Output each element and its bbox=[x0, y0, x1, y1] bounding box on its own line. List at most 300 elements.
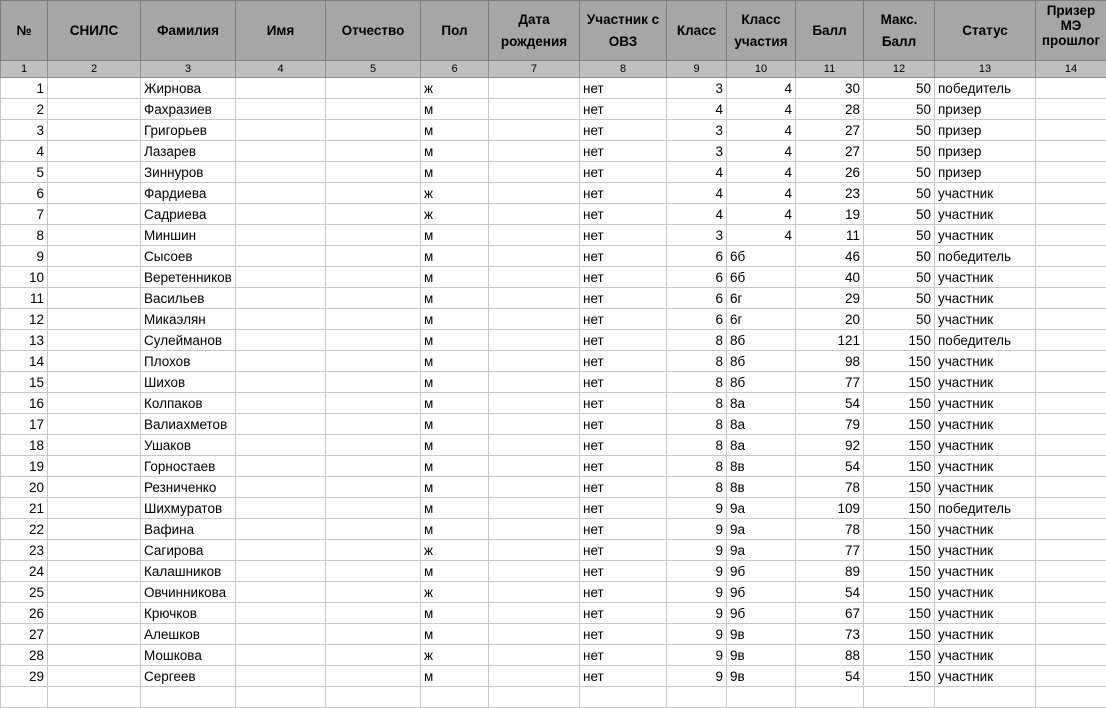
column-number-cell[interactable]: 6 bbox=[421, 61, 489, 78]
score-cell[interactable]: 73 bbox=[796, 624, 864, 645]
birth-date-cell[interactable] bbox=[489, 498, 580, 519]
name-cell[interactable] bbox=[236, 456, 326, 477]
prev-prize-cell[interactable] bbox=[1036, 351, 1106, 372]
birth-date-cell[interactable] bbox=[489, 435, 580, 456]
participation-grade-cell[interactable] bbox=[727, 687, 796, 708]
snils-cell[interactable] bbox=[48, 372, 141, 393]
patronymic-cell[interactable] bbox=[326, 225, 421, 246]
patronymic-cell[interactable] bbox=[326, 393, 421, 414]
sex-cell[interactable]: м bbox=[421, 141, 489, 162]
max-score-cell[interactable]: 150 bbox=[864, 393, 935, 414]
snils-cell[interactable] bbox=[48, 435, 141, 456]
score-cell[interactable]: 29 bbox=[796, 288, 864, 309]
max-score-cell[interactable]: 150 bbox=[864, 645, 935, 666]
birth-date-cell[interactable] bbox=[489, 141, 580, 162]
sex-cell[interactable]: м bbox=[421, 372, 489, 393]
max-score-cell[interactable]: 50 bbox=[864, 204, 935, 225]
snils-cell[interactable] bbox=[48, 183, 141, 204]
surname-cell[interactable]: Садриева bbox=[141, 204, 236, 225]
score-cell[interactable]: 98 bbox=[796, 351, 864, 372]
snils-cell[interactable] bbox=[48, 393, 141, 414]
participation-grade-cell[interactable]: 4 bbox=[727, 141, 796, 162]
snils-cell[interactable] bbox=[48, 477, 141, 498]
status-cell[interactable]: участник bbox=[935, 540, 1036, 561]
birth-date-cell[interactable] bbox=[489, 414, 580, 435]
sex-cell[interactable]: м bbox=[421, 414, 489, 435]
grade-cell[interactable]: 8 bbox=[667, 435, 727, 456]
birth-date-cell[interactable] bbox=[489, 183, 580, 204]
sex-cell[interactable]: м bbox=[421, 498, 489, 519]
score-cell[interactable]: 28 bbox=[796, 99, 864, 120]
sex-cell[interactable]: м bbox=[421, 477, 489, 498]
max-score-cell[interactable]: 50 bbox=[864, 309, 935, 330]
participation-grade-cell[interactable]: 6г bbox=[727, 309, 796, 330]
max-score-cell[interactable]: 150 bbox=[864, 330, 935, 351]
score-cell[interactable]: 11 bbox=[796, 225, 864, 246]
patronymic-cell[interactable] bbox=[326, 330, 421, 351]
status-cell[interactable]: участник bbox=[935, 309, 1036, 330]
ovz-cell[interactable]: нет bbox=[580, 372, 667, 393]
snils-cell[interactable] bbox=[48, 99, 141, 120]
surname-cell[interactable]: Алешков bbox=[141, 624, 236, 645]
sex-cell[interactable]: ж bbox=[421, 540, 489, 561]
prev-prize-cell[interactable] bbox=[1036, 645, 1106, 666]
grade-cell[interactable]: 9 bbox=[667, 540, 727, 561]
sex-cell[interactable]: м bbox=[421, 330, 489, 351]
prev-prize-cell[interactable] bbox=[1036, 393, 1106, 414]
surname-cell[interactable]: Мошкова bbox=[141, 645, 236, 666]
row-number-cell[interactable]: 25 bbox=[1, 582, 48, 603]
status-cell[interactable]: участник bbox=[935, 456, 1036, 477]
birth-date-cell[interactable] bbox=[489, 204, 580, 225]
max-score-cell[interactable]: 150 bbox=[864, 540, 935, 561]
name-cell[interactable] bbox=[236, 393, 326, 414]
sex-cell[interactable]: ж bbox=[421, 78, 489, 99]
ovz-cell[interactable]: нет bbox=[580, 267, 667, 288]
patronymic-cell[interactable] bbox=[326, 120, 421, 141]
score-cell[interactable]: 26 bbox=[796, 162, 864, 183]
max-score-cell[interactable]: 50 bbox=[864, 78, 935, 99]
participation-grade-cell[interactable]: 8в bbox=[727, 477, 796, 498]
row-number-cell[interactable]: 10 bbox=[1, 267, 48, 288]
score-cell[interactable] bbox=[796, 687, 864, 708]
prev-prize-cell[interactable] bbox=[1036, 141, 1106, 162]
max-score-cell[interactable]: 150 bbox=[864, 477, 935, 498]
sex-cell[interactable]: ж bbox=[421, 582, 489, 603]
prev-prize-cell[interactable] bbox=[1036, 330, 1106, 351]
prev-prize-cell[interactable] bbox=[1036, 120, 1106, 141]
row-number-cell[interactable]: 17 bbox=[1, 414, 48, 435]
name-cell[interactable] bbox=[236, 330, 326, 351]
patronymic-cell[interactable] bbox=[326, 141, 421, 162]
birth-date-cell[interactable] bbox=[489, 372, 580, 393]
surname-cell[interactable]: Валиахметов bbox=[141, 414, 236, 435]
grade-cell[interactable]: 9 bbox=[667, 603, 727, 624]
column-number-cell[interactable]: 13 bbox=[935, 61, 1036, 78]
prev-prize-cell[interactable] bbox=[1036, 561, 1106, 582]
snils-cell[interactable] bbox=[48, 498, 141, 519]
ovz-cell[interactable]: нет bbox=[580, 225, 667, 246]
max-score-cell[interactable]: 150 bbox=[864, 456, 935, 477]
row-number-cell[interactable]: 18 bbox=[1, 435, 48, 456]
ovz-cell[interactable]: нет bbox=[580, 309, 667, 330]
status-cell[interactable]: участник bbox=[935, 582, 1036, 603]
patronymic-cell[interactable] bbox=[326, 540, 421, 561]
prev-prize-cell[interactable] bbox=[1036, 477, 1106, 498]
grade-cell[interactable]: 6 bbox=[667, 267, 727, 288]
grade-cell[interactable]: 9 bbox=[667, 666, 727, 687]
sex-cell[interactable]: м bbox=[421, 519, 489, 540]
grade-cell[interactable]: 8 bbox=[667, 351, 727, 372]
prev-prize-cell[interactable] bbox=[1036, 624, 1106, 645]
prev-prize-cell[interactable] bbox=[1036, 183, 1106, 204]
surname-cell[interactable]: Шихмуратов bbox=[141, 498, 236, 519]
patronymic-cell[interactable] bbox=[326, 372, 421, 393]
score-cell[interactable]: 46 bbox=[796, 246, 864, 267]
name-cell[interactable] bbox=[236, 498, 326, 519]
max-score-cell[interactable]: 150 bbox=[864, 519, 935, 540]
grade-cell[interactable]: 6 bbox=[667, 246, 727, 267]
grade-cell[interactable]: 6 bbox=[667, 309, 727, 330]
ovz-cell[interactable]: нет bbox=[580, 330, 667, 351]
sex-cell[interactable]: м bbox=[421, 288, 489, 309]
column-number-cell[interactable]: 11 bbox=[796, 61, 864, 78]
surname-cell[interactable]: Григорьев bbox=[141, 120, 236, 141]
patronymic-cell[interactable] bbox=[326, 99, 421, 120]
grade-cell[interactable]: 9 bbox=[667, 519, 727, 540]
ovz-cell[interactable]: нет bbox=[580, 162, 667, 183]
name-cell[interactable] bbox=[236, 561, 326, 582]
name-cell[interactable] bbox=[236, 99, 326, 120]
prev-prize-cell[interactable] bbox=[1036, 519, 1106, 540]
status-cell[interactable]: участник bbox=[935, 267, 1036, 288]
sex-cell[interactable]: м bbox=[421, 246, 489, 267]
surname-cell[interactable]: Миншин bbox=[141, 225, 236, 246]
participation-grade-cell[interactable]: 8б bbox=[727, 372, 796, 393]
row-number-cell[interactable]: 19 bbox=[1, 456, 48, 477]
participation-grade-cell[interactable]: 4 bbox=[727, 183, 796, 204]
row-number-cell[interactable]: 22 bbox=[1, 519, 48, 540]
ovz-cell[interactable]: нет bbox=[580, 666, 667, 687]
header-cell-prev-prize[interactable]: Призер МЭ прошлог bbox=[1036, 1, 1106, 61]
name-cell[interactable] bbox=[236, 288, 326, 309]
score-cell[interactable]: 88 bbox=[796, 645, 864, 666]
ovz-cell[interactable]: нет bbox=[580, 78, 667, 99]
surname-cell[interactable]: Плохов bbox=[141, 351, 236, 372]
sex-cell[interactable]: м bbox=[421, 561, 489, 582]
status-cell[interactable]: участник bbox=[935, 666, 1036, 687]
patronymic-cell[interactable] bbox=[326, 351, 421, 372]
participation-grade-cell[interactable]: 9б bbox=[727, 603, 796, 624]
participation-grade-cell[interactable]: 4 bbox=[727, 204, 796, 225]
status-cell[interactable]: участник bbox=[935, 561, 1036, 582]
score-cell[interactable]: 121 bbox=[796, 330, 864, 351]
name-cell[interactable] bbox=[236, 540, 326, 561]
header-cell-snils[interactable]: СНИЛС bbox=[48, 1, 141, 61]
patronymic-cell[interactable] bbox=[326, 246, 421, 267]
header-cell-max-score[interactable]: Макс. Балл bbox=[864, 1, 935, 61]
column-number-cell[interactable]: 14 bbox=[1036, 61, 1106, 78]
name-cell[interactable] bbox=[236, 666, 326, 687]
score-cell[interactable]: 23 bbox=[796, 183, 864, 204]
grade-cell[interactable]: 8 bbox=[667, 393, 727, 414]
max-score-cell[interactable]: 150 bbox=[864, 603, 935, 624]
prev-prize-cell[interactable] bbox=[1036, 435, 1106, 456]
birth-date-cell[interactable] bbox=[489, 645, 580, 666]
surname-cell[interactable]: Веретенников bbox=[141, 267, 236, 288]
name-cell[interactable] bbox=[236, 519, 326, 540]
ovz-cell[interactable]: нет bbox=[580, 204, 667, 225]
max-score-cell[interactable]: 150 bbox=[864, 351, 935, 372]
prev-prize-cell[interactable] bbox=[1036, 414, 1106, 435]
sex-cell[interactable]: м bbox=[421, 393, 489, 414]
surname-cell[interactable]: Жирнова bbox=[141, 78, 236, 99]
birth-date-cell[interactable] bbox=[489, 456, 580, 477]
snils-cell[interactable] bbox=[48, 141, 141, 162]
header-cell-ovz[interactable]: Участник с ОВЗ bbox=[580, 1, 667, 61]
header-cell-sex[interactable]: Пол bbox=[421, 1, 489, 61]
header-cell-participation-grade[interactable]: Класс участия bbox=[727, 1, 796, 61]
participation-grade-cell[interactable]: 4 bbox=[727, 120, 796, 141]
sex-cell[interactable]: м bbox=[421, 162, 489, 183]
ovz-cell[interactable]: нет bbox=[580, 498, 667, 519]
name-cell[interactable] bbox=[236, 204, 326, 225]
max-score-cell[interactable]: 150 bbox=[864, 414, 935, 435]
birth-date-cell[interactable] bbox=[489, 561, 580, 582]
patronymic-cell[interactable] bbox=[326, 603, 421, 624]
name-cell[interactable] bbox=[236, 78, 326, 99]
row-number-cell[interactable]: 27 bbox=[1, 624, 48, 645]
column-number-cell[interactable]: 5 bbox=[326, 61, 421, 78]
prev-prize-cell[interactable] bbox=[1036, 456, 1106, 477]
patronymic-cell[interactable] bbox=[326, 288, 421, 309]
prev-prize-cell[interactable] bbox=[1036, 582, 1106, 603]
patronymic-cell[interactable] bbox=[326, 162, 421, 183]
birth-date-cell[interactable] bbox=[489, 78, 580, 99]
snils-cell[interactable] bbox=[48, 309, 141, 330]
prev-prize-cell[interactable] bbox=[1036, 309, 1106, 330]
snils-cell[interactable] bbox=[48, 120, 141, 141]
ovz-cell[interactable]: нет bbox=[580, 540, 667, 561]
row-number-cell[interactable]: 11 bbox=[1, 288, 48, 309]
participation-grade-cell[interactable]: 9а bbox=[727, 540, 796, 561]
sex-cell[interactable]: м bbox=[421, 435, 489, 456]
snils-cell[interactable] bbox=[48, 225, 141, 246]
name-cell[interactable] bbox=[236, 624, 326, 645]
grade-cell[interactable]: 8 bbox=[667, 414, 727, 435]
score-cell[interactable]: 27 bbox=[796, 120, 864, 141]
score-cell[interactable]: 54 bbox=[796, 393, 864, 414]
participation-grade-cell[interactable]: 9б bbox=[727, 582, 796, 603]
birth-date-cell[interactable] bbox=[489, 582, 580, 603]
patronymic-cell[interactable] bbox=[326, 435, 421, 456]
ovz-cell[interactable]: нет bbox=[580, 603, 667, 624]
snils-cell[interactable] bbox=[48, 162, 141, 183]
score-cell[interactable]: 92 bbox=[796, 435, 864, 456]
max-score-cell[interactable]: 150 bbox=[864, 582, 935, 603]
grade-cell[interactable]: 6 bbox=[667, 288, 727, 309]
score-cell[interactable]: 20 bbox=[796, 309, 864, 330]
sex-cell[interactable]: м bbox=[421, 309, 489, 330]
surname-cell[interactable]: Сергеев bbox=[141, 666, 236, 687]
score-cell[interactable]: 77 bbox=[796, 372, 864, 393]
patronymic-cell[interactable] bbox=[326, 666, 421, 687]
birth-date-cell[interactable] bbox=[489, 225, 580, 246]
patronymic-cell[interactable] bbox=[326, 624, 421, 645]
patronymic-cell[interactable] bbox=[326, 204, 421, 225]
participation-grade-cell[interactable]: 4 bbox=[727, 99, 796, 120]
grade-cell[interactable]: 9 bbox=[667, 645, 727, 666]
surname-cell[interactable]: Зиннуров bbox=[141, 162, 236, 183]
score-cell[interactable]: 54 bbox=[796, 666, 864, 687]
status-cell[interactable]: призер bbox=[935, 120, 1036, 141]
grade-cell[interactable]: 9 bbox=[667, 582, 727, 603]
name-cell[interactable] bbox=[236, 183, 326, 204]
patronymic-cell[interactable] bbox=[326, 456, 421, 477]
ovz-cell[interactable]: нет bbox=[580, 141, 667, 162]
sex-cell[interactable]: ж bbox=[421, 204, 489, 225]
row-number-cell[interactable]: 13 bbox=[1, 330, 48, 351]
score-cell[interactable]: 78 bbox=[796, 519, 864, 540]
participation-grade-cell[interactable]: 8а bbox=[727, 393, 796, 414]
ovz-cell[interactable]: нет bbox=[580, 582, 667, 603]
snils-cell[interactable] bbox=[48, 414, 141, 435]
grade-cell[interactable]: 8 bbox=[667, 477, 727, 498]
surname-cell[interactable]: Сагирова bbox=[141, 540, 236, 561]
ovz-cell[interactable]: нет bbox=[580, 645, 667, 666]
prev-prize-cell[interactable] bbox=[1036, 498, 1106, 519]
participation-grade-cell[interactable]: 8в bbox=[727, 456, 796, 477]
score-cell[interactable]: 54 bbox=[796, 582, 864, 603]
max-score-cell[interactable]: 150 bbox=[864, 624, 935, 645]
name-cell[interactable] bbox=[236, 414, 326, 435]
header-cell-status[interactable]: Статус bbox=[935, 1, 1036, 61]
surname-cell[interactable]: Резниченко bbox=[141, 477, 236, 498]
participation-grade-cell[interactable]: 8а bbox=[727, 435, 796, 456]
status-cell[interactable]: участник bbox=[935, 288, 1036, 309]
column-number-cell[interactable]: 7 bbox=[489, 61, 580, 78]
status-cell[interactable]: участник bbox=[935, 519, 1036, 540]
name-cell[interactable] bbox=[236, 309, 326, 330]
score-cell[interactable]: 89 bbox=[796, 561, 864, 582]
participation-grade-cell[interactable]: 9в bbox=[727, 645, 796, 666]
sex-cell[interactable]: м bbox=[421, 351, 489, 372]
max-score-cell[interactable]: 150 bbox=[864, 372, 935, 393]
birth-date-cell[interactable] bbox=[489, 330, 580, 351]
column-number-cell[interactable]: 10 bbox=[727, 61, 796, 78]
prev-prize-cell[interactable] bbox=[1036, 666, 1106, 687]
birth-date-cell[interactable] bbox=[489, 267, 580, 288]
birth-date-cell[interactable] bbox=[489, 624, 580, 645]
grade-cell[interactable]: 9 bbox=[667, 498, 727, 519]
score-cell[interactable]: 54 bbox=[796, 456, 864, 477]
row-number-cell[interactable]: 26 bbox=[1, 603, 48, 624]
header-cell-score[interactable]: Балл bbox=[796, 1, 864, 61]
birth-date-cell[interactable] bbox=[489, 603, 580, 624]
snils-cell[interactable] bbox=[48, 78, 141, 99]
patronymic-cell[interactable] bbox=[326, 183, 421, 204]
status-cell[interactable]: участник bbox=[935, 603, 1036, 624]
grade-cell[interactable]: 4 bbox=[667, 183, 727, 204]
score-cell[interactable]: 78 bbox=[796, 477, 864, 498]
row-number-cell[interactable]: 6 bbox=[1, 183, 48, 204]
status-cell[interactable]: призер bbox=[935, 141, 1036, 162]
grade-cell[interactable]: 4 bbox=[667, 162, 727, 183]
sex-cell[interactable]: м bbox=[421, 624, 489, 645]
sex-cell[interactable]: м bbox=[421, 120, 489, 141]
birth-date-cell[interactable] bbox=[489, 309, 580, 330]
row-number-cell[interactable]: 14 bbox=[1, 351, 48, 372]
patronymic-cell[interactable] bbox=[326, 309, 421, 330]
row-number-cell[interactable]: 29 bbox=[1, 666, 48, 687]
grade-cell[interactable]: 9 bbox=[667, 624, 727, 645]
status-cell[interactable]: победитель bbox=[935, 78, 1036, 99]
status-cell[interactable]: участник bbox=[935, 183, 1036, 204]
status-cell[interactable]: участник bbox=[935, 414, 1036, 435]
surname-cell[interactable]: Крючков bbox=[141, 603, 236, 624]
column-number-cell[interactable]: 12 bbox=[864, 61, 935, 78]
ovz-cell[interactable]: нет bbox=[580, 414, 667, 435]
ovz-cell[interactable] bbox=[580, 687, 667, 708]
snils-cell[interactable] bbox=[48, 624, 141, 645]
participation-grade-cell[interactable]: 9а bbox=[727, 519, 796, 540]
participation-grade-cell[interactable]: 4 bbox=[727, 225, 796, 246]
grade-cell[interactable]: 4 bbox=[667, 99, 727, 120]
status-cell[interactable]: участник bbox=[935, 372, 1036, 393]
prev-prize-cell[interactable] bbox=[1036, 372, 1106, 393]
birth-date-cell[interactable] bbox=[489, 687, 580, 708]
ovz-cell[interactable]: нет bbox=[580, 120, 667, 141]
snils-cell[interactable] bbox=[48, 351, 141, 372]
participation-grade-cell[interactable]: 8б bbox=[727, 351, 796, 372]
column-number-cell[interactable]: 9 bbox=[667, 61, 727, 78]
status-cell[interactable]: участник bbox=[935, 435, 1036, 456]
snils-cell[interactable] bbox=[48, 540, 141, 561]
surname-cell[interactable]: Горностаев bbox=[141, 456, 236, 477]
status-cell[interactable]: победитель bbox=[935, 330, 1036, 351]
surname-cell[interactable]: Васильев bbox=[141, 288, 236, 309]
max-score-cell[interactable]: 50 bbox=[864, 288, 935, 309]
patronymic-cell[interactable] bbox=[326, 519, 421, 540]
snils-cell[interactable] bbox=[48, 561, 141, 582]
header-cell-surname[interactable]: Фамилия bbox=[141, 1, 236, 61]
prev-prize-cell[interactable] bbox=[1036, 288, 1106, 309]
max-score-cell[interactable]: 150 bbox=[864, 666, 935, 687]
surname-cell[interactable]: Сысоев bbox=[141, 246, 236, 267]
patronymic-cell[interactable] bbox=[326, 687, 421, 708]
patronymic-cell[interactable] bbox=[326, 498, 421, 519]
header-cell-patronymic[interactable]: Отчество bbox=[326, 1, 421, 61]
row-number-cell[interactable]: 5 bbox=[1, 162, 48, 183]
score-cell[interactable]: 40 bbox=[796, 267, 864, 288]
status-cell[interactable] bbox=[935, 687, 1036, 708]
grade-cell[interactable]: 3 bbox=[667, 120, 727, 141]
surname-cell[interactable]: Шихов bbox=[141, 372, 236, 393]
ovz-cell[interactable]: нет bbox=[580, 519, 667, 540]
snils-cell[interactable] bbox=[48, 603, 141, 624]
name-cell[interactable] bbox=[236, 435, 326, 456]
birth-date-cell[interactable] bbox=[489, 540, 580, 561]
grade-cell[interactable]: 9 bbox=[667, 561, 727, 582]
snils-cell[interactable] bbox=[48, 519, 141, 540]
status-cell[interactable]: призер bbox=[935, 162, 1036, 183]
status-cell[interactable]: участник bbox=[935, 204, 1036, 225]
prev-prize-cell[interactable] bbox=[1036, 162, 1106, 183]
snils-cell[interactable] bbox=[48, 666, 141, 687]
ovz-cell[interactable]: нет bbox=[580, 99, 667, 120]
name-cell[interactable] bbox=[236, 603, 326, 624]
participation-grade-cell[interactable]: 9в bbox=[727, 624, 796, 645]
